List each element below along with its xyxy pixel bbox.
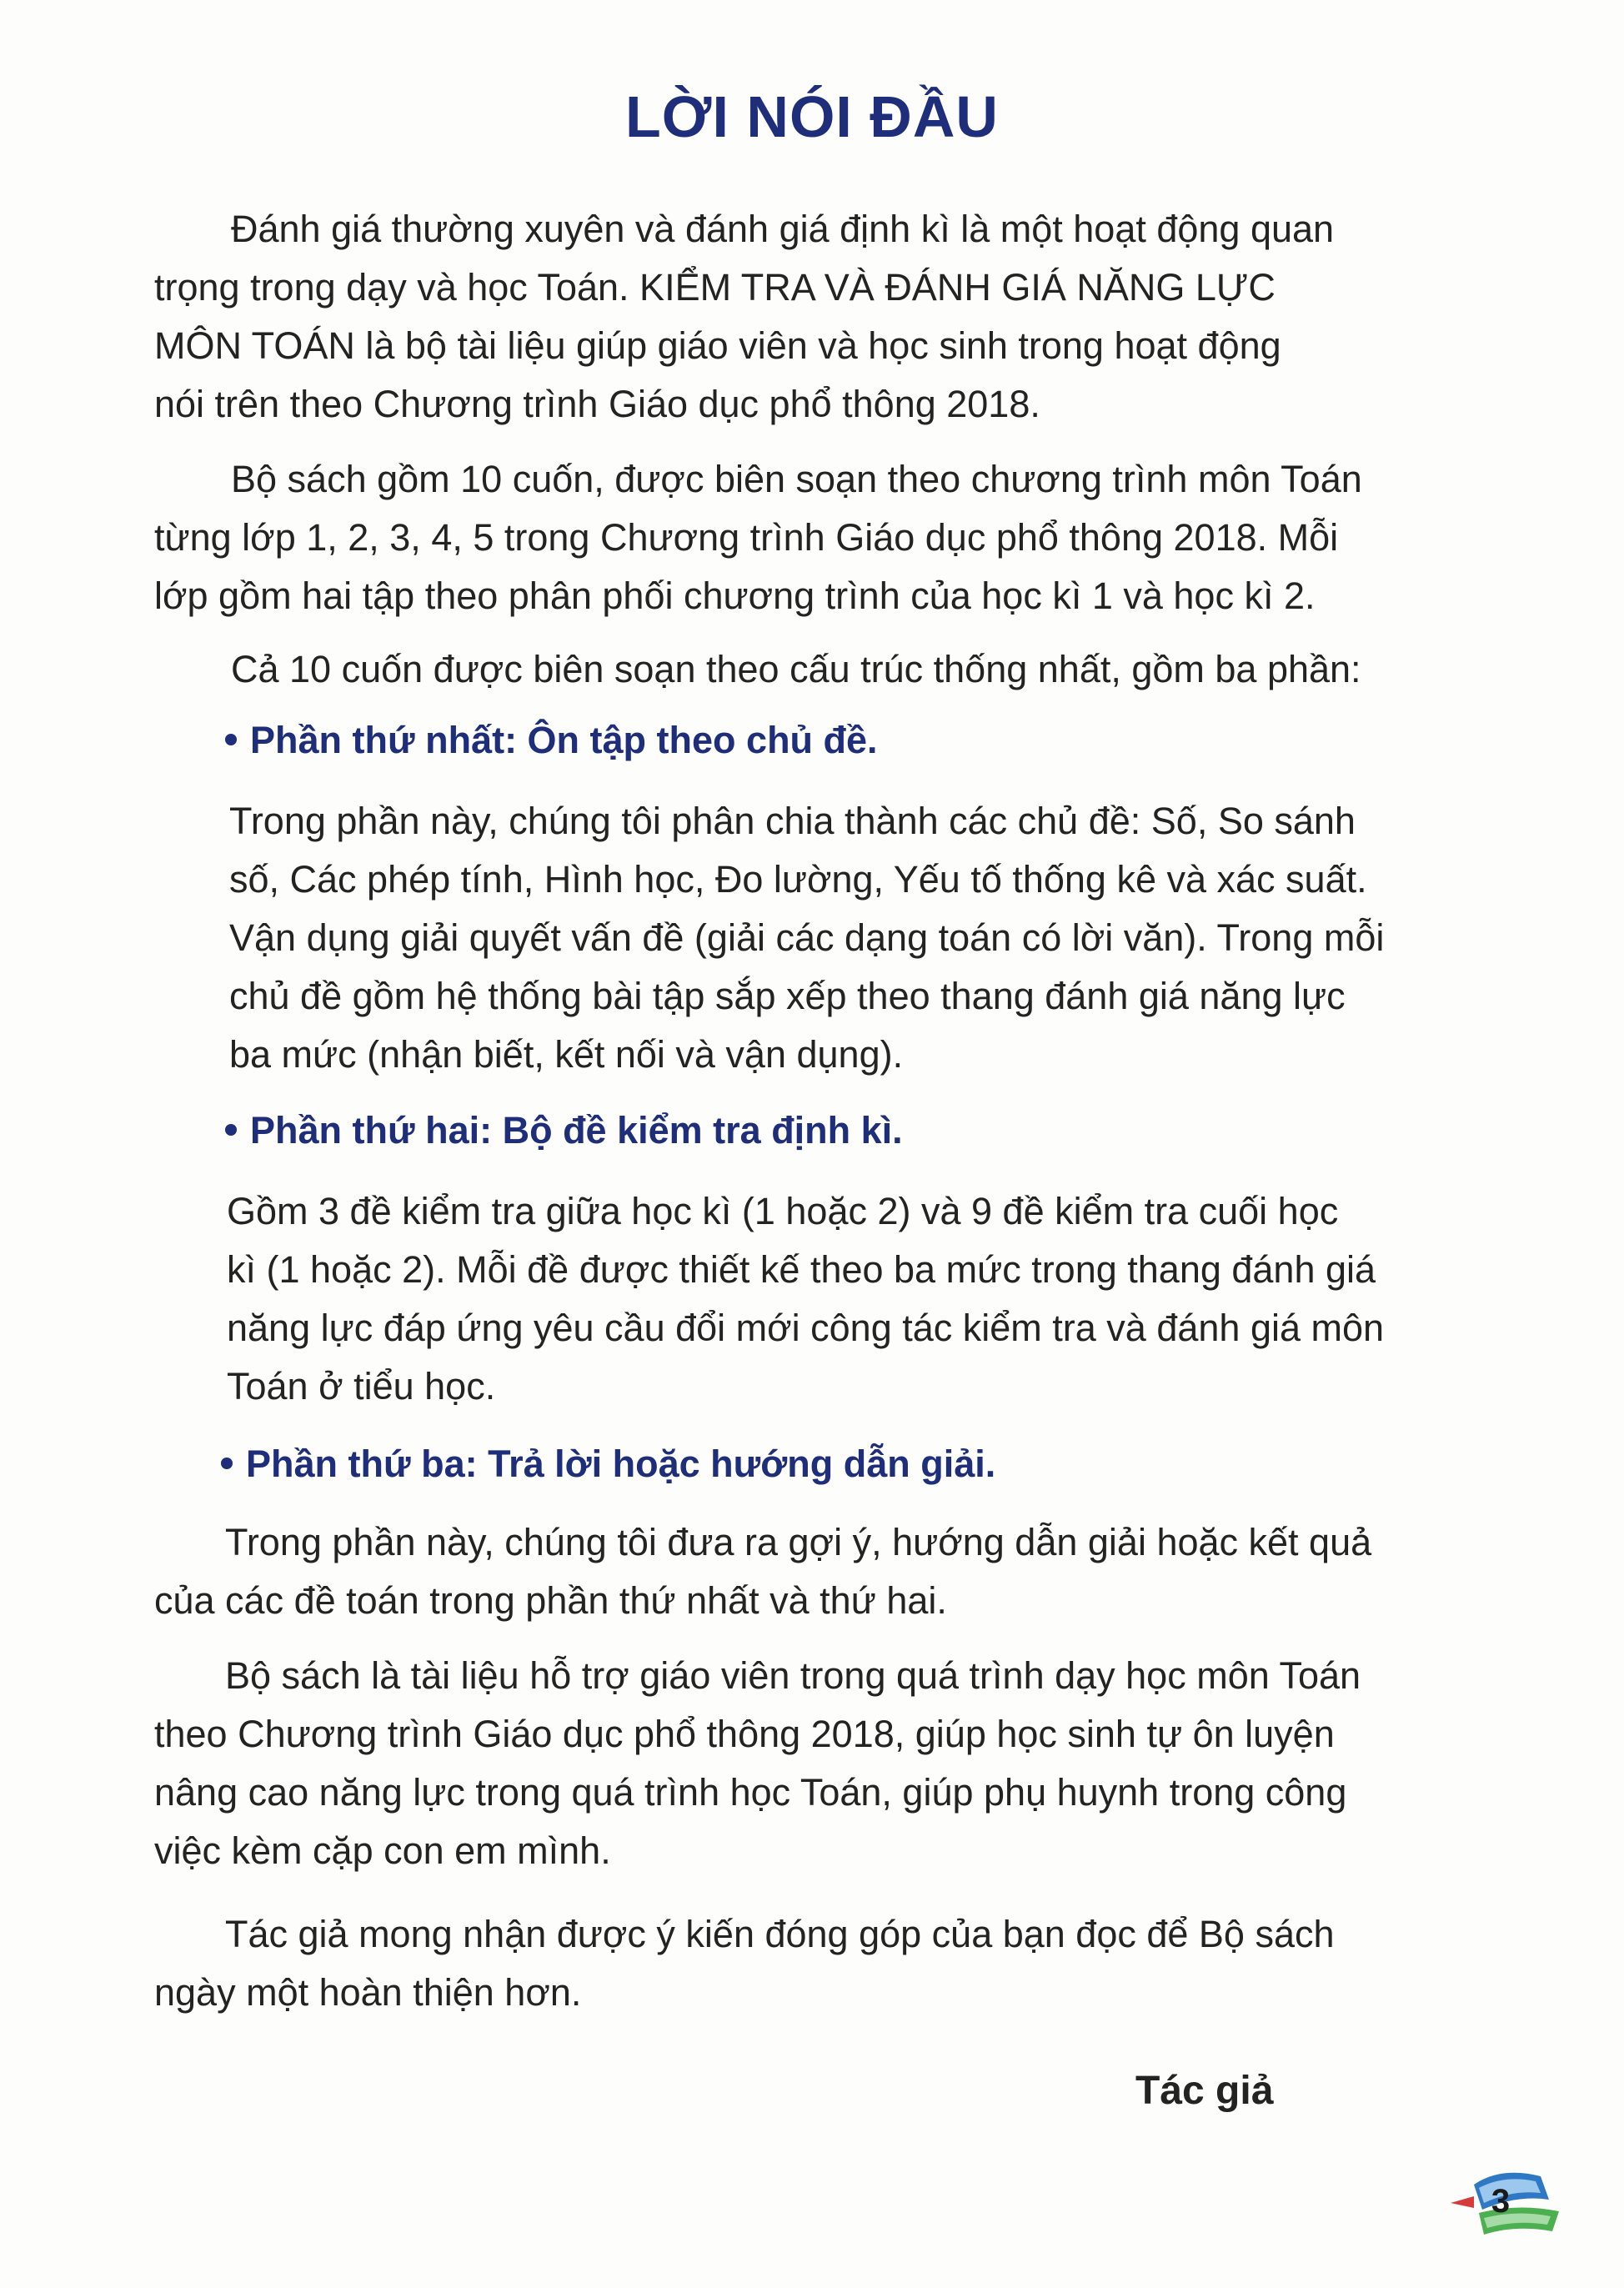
closing-paragraph: [154, 1905, 1463, 2022]
part1-paragraph: [229, 792, 1463, 1084]
part2-heading-text: Phần thứ hai: Bộ đề kiểm tra định kì.: [250, 1109, 903, 1152]
part3-line-2: của các đề toán trong phần thứ nhất và thứ hai.: [154, 1579, 947, 1622]
support-line-2: theo Chương trình Giáo dục phổ thông 2018, giúp học sinh tự ôn luyện: [154, 1713, 1335, 1755]
part1-heading-text: Phần thứ nhất: Ôn tập theo chủ đề.: [250, 719, 878, 761]
part3-heading-text: Phần thứ ba: Trả lời hoặc hướng dẫn giải.: [246, 1443, 996, 1485]
part1-line-5: ba mức (nhận biết, kết nối và vận dụng).: [229, 1033, 904, 1076]
part3-heading: [221, 1443, 995, 1486]
support-line-4: việc kèm cặp con em mình.: [154, 1829, 611, 1872]
structure-line: Cả 10 cuốn được biên soạn theo cấu trúc thống nhất, gồm ba phần:: [231, 648, 1361, 690]
part2-line-2: kì (1 hoặc 2). Mỗi đề được thiết kế theo ba mức trong thang đánh giá: [227, 1248, 1376, 1291]
support-line-1: Bộ sách là tài liệu hỗ trợ giáo viên trong quá trình dạy học môn Toán: [225, 1654, 1361, 1697]
support-line-3: nâng cao năng lực trong quá trình học Toán, giúp phụ huynh trong công: [154, 1771, 1347, 1814]
part2-paragraph: [227, 1182, 1463, 1416]
intro-line-2: trọng trong dạy và học Toán. KIỂM TRA VÀ ĐÁNH GIÁ NĂNG LỰC: [154, 266, 1276, 309]
series-line-3: lớp gồm hai tập theo phân phối chương trình của học kì 1 và học kì 2.: [154, 575, 1316, 617]
closing-line-1: Tác giả mong nhận được ý kiến đóng góp của bạn đọc để Bộ sách: [225, 1913, 1335, 1955]
part2-heading: [225, 1109, 903, 1152]
part1-line-1: Trong phần này, chúng tôi phân chia thành các chủ đề: Số, So sánh: [229, 800, 1356, 842]
intro-paragraph: [154, 200, 1463, 434]
intro-line-4: nói trên theo Chương trình Giáo dục phổ thông 2018.: [154, 383, 1040, 425]
author-signature: Tác giả: [1135, 2069, 1274, 2113]
part2-line-4: Toán ở tiểu học.: [227, 1365, 496, 1407]
part3-line-1: Trong phần này, chúng tôi đưa ra gợi ý, hướng dẫn giải hoặc kết quả: [225, 1521, 1372, 1563]
bullet-icon: [225, 734, 237, 745]
intro-line-3: MÔN TOÁN là bộ tài liệu giúp giáo viên và học sinh trong hoạt động: [154, 324, 1281, 367]
bullet-icon: [221, 1458, 233, 1469]
intro-line-1: Đánh giá thường xuyên và đánh giá định kì là một hoạt động quan: [231, 208, 1335, 250]
series-paragraph: [154, 450, 1463, 625]
part1-heading: [225, 719, 878, 762]
support-paragraph: [154, 1647, 1463, 1880]
part1-line-4: chủ đề gồm hệ thống bài tập sắp xếp theo thang đánh giá năng lực: [229, 975, 1346, 1017]
page-number: 3: [1491, 2183, 1511, 2220]
part3-paragraph: [154, 1513, 1463, 1630]
series-line-1: Bộ sách gồm 10 cuốn, được biên soạn theo chương trình môn Toán: [231, 458, 1362, 500]
page-title: LỜI NÓI ĐẦU: [625, 84, 999, 149]
part1-line-3: Vận dụng giải quyết vấn đề (giải các dạng toán có lời văn). Trong mỗi: [229, 916, 1385, 959]
structure-paragraph: [154, 640, 1463, 699]
part2-line-3: năng lực đáp ứng yêu cầu đổi mới công tác kiểm tra và đánh giá môn: [227, 1307, 1385, 1349]
closing-line-2: ngày một hoàn thiện hơn.: [154, 1971, 582, 2014]
part1-line-2: số, Các phép tính, Hình học, Đo lường, Yếu tố thống kê và xác suất.: [229, 858, 1367, 901]
part2-line-1: Gồm 3 đề kiểm tra giữa học kì (1 hoặc 2) và 9 đề kiểm tra cuối học: [227, 1190, 1339, 1232]
bullet-icon: [225, 1124, 237, 1136]
series-line-2: từng lớp 1, 2, 3, 4, 5 trong Chương trình Giáo dục phổ thông 2018. Mỗi: [154, 516, 1339, 559]
